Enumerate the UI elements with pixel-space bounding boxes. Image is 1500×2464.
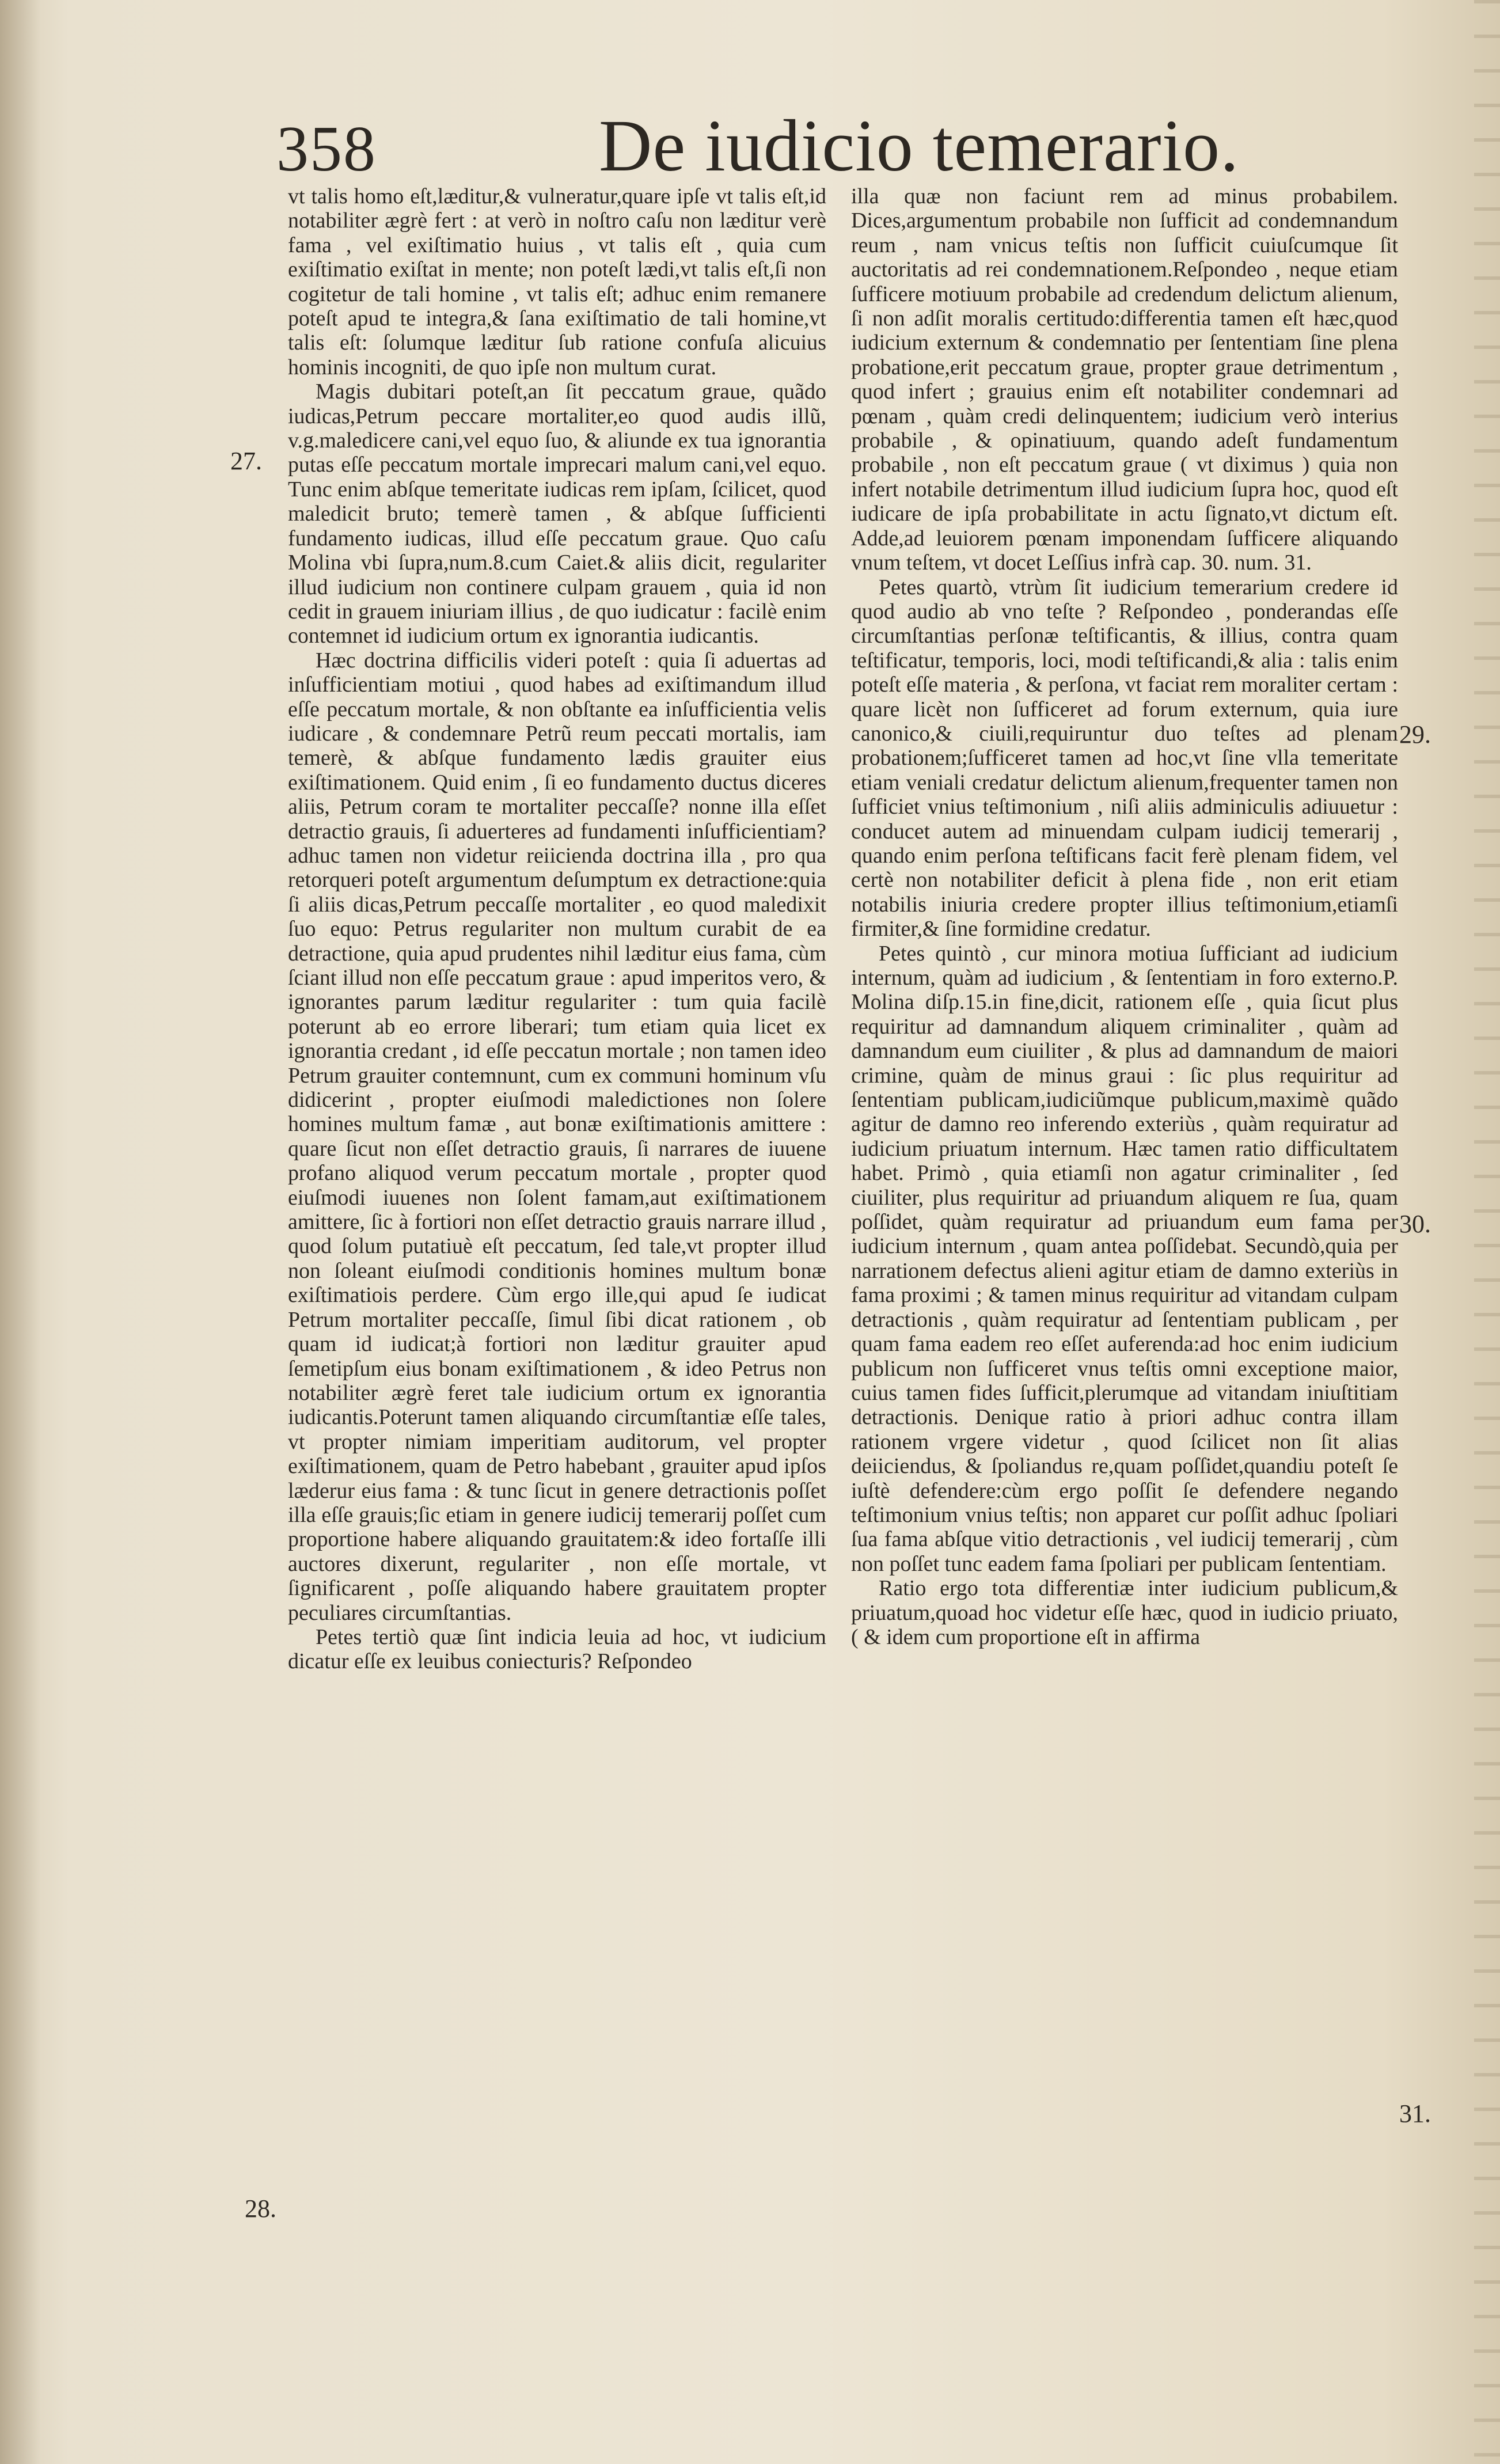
left-column — [288, 184, 826, 1674]
margin-number-28: 28. — [245, 2195, 276, 2223]
margin-number-27: 27. — [230, 447, 262, 475]
right-paragraph-1: illa quæ non faciunt rem ad minus probabilem. Dices,argumentum probabile non ſufficit ad condemnandum reum , nam vnicus teſtis non ſufficit cuiuſcumque ſit auctoritatis ad rei condemnationem.Reſpondeo , neque etiam ſufficere motiuum probabile ad credendum delictum alienum, ſi non adſit moralis certitudo:differentia tamen eſt hæc,quod iudicium externum & condemnatio per ſententiam ſine plena probatione,erit peccatum graue, propter graue detrimentum , quod infert ; grauius enim eſt notabiliter condemnari ad pœnam , quàm credi delinquentem; iudicium verò interius probabile , & opinatiuum, quando adeſt fundamentum probabile , non eſt peccatum graue ( vt diximus ) quia non infert notabile detrimentum illud iudicium ſupra hoc, quod eſt iudicare de ipſa probabilitate in actu ſignato,vt dictum eſt. Adde,ad leuiorem pœnam imponendam ſufficere aliquando vnum teſtem, vt docet Leſſius infrà cap. 30. num. 31. — [851, 184, 1398, 575]
right-paragraph-2: Petes quartò, vtrùm ſit iudicium temerarium credere id quod audio ab vno teſte ? Reſpondeo , ponderandas eſſe circumſtantias perſonæ teſtificantis, & illius, contra quam teſtificatur, temporis, loci, modi teſtificandi,& alia : talis enim poteſt eſſe materia , & perſona, vt faciat rem moraliter certam : quare licèt non ſufficeret ad forum externum, quia iure canonico,& ciuili,requiruntur duo teſtes ad plenam probationem;ſufficeret tamen ad hoc,vt ſine vlla temeritate etiam veniali credatur delictum alienum,frequenter tamen non ſufficiet vnius teſtimonium , niſi aliis adminiculis adiuuetur : conducet autem ad minuendam culpam iudicij temerarij , quando enim perſona teſtificans facit ferè plenam fidem, vel certè non notabiliter deficit à plena fide , non erit etiam notabilis iniuria credere propter illius teſtimonium,etiamſi firmiter,& ſine formidine credatur. — [851, 575, 1398, 941]
margin-number-31: 31. — [1399, 2099, 1431, 2128]
left-paragraph-3: Hæc doctrina difficilis videri poteſt : quia ſi aduertas ad inſufficientiam motiui , quod habes ad exiſtimandum illud eſſe peccatum mortale, & non obſtante ea inſufficientia velis iudicare , & condemnare Petrũ reum peccati mortalis, iam temerè, & abſque fundamento lædis grauiter eius exiſtimationem. Quid enim , ſi eo fundamento ductus diceres aliis, Petrum coram te mortaliter peccaſſe? nonne illa eſſet detractio grauis, ſi aduerteres ad fundamenti inſufficientiam? adhuc tamen non videtur reiicienda doctrina illa , pro qua retorqueri poteſt argumentum deſumptum ex detractione:quia ſi aliis dicas,Petrum peccaſſe mortaliter , eo quod maledixit ſuo equo: Petrus regulariter non multum curabit de ea detractione, quia apud prudentes nihil læditur eius fama, cùm ſciant illud non eſſe peccatum graue : apud imperitos vero, & ignorantes parum læditur regulariter : tum quia facilè poterunt ab eo errore liberari; tum etiam quia licet ex ignorantia credant , id eſſe peccatun mortale ; non tamen ideo Petrum grauiter contemnunt, cum ex communi hominum vſu didicerint , propter eiuſmodi maledictiones non ſolere homines multum famæ , aut bonæ exiſtimationis amittere : quare ſicut non eſſet detractio grauis, ſi narrares de iuuene profano aliquod verum peccatum mortale , propter quod eiuſmodi iuuenes non ſolent famam,aut exiſtimationem amittere, ſic à fortiori non eſſet detractio grauis narrare illud , quod ſolum putatiuè eſt peccatum, ſed tale,vt propter illud non ſoleant eiuſmodi conditionis homines multum bonæ exiſtimatiois perdere. Cùm ergo ille,qui apud ſe iudicat Petrum mortaliter peccaſſe, ſimul ſibi dicat rationem , ob quam id iudicat;à fortiori non læditur grauiter apud ſemetipſum eius bonam exiſtimationem , & ideo Petrus non notabiliter ægrè feret tale iudicium ortum ex ignorantia iudicantis.Poterunt tamen aliquando circumſtantiæ eſſe tales, vt propter nimiam imperitiam auditorum, vel propter exiſtimationem, quam de Petro habebant , grauiter apud ipſos læderur eius fama : & tunc ſicut in genere detractionis poſſet illa eſſe grauis;ſic etiam in genere iudicij temerarij poſſet cum proportione habere aliquando grauitatem:& ideo fortaſſe illi auctores dixerunt, regulariter , non eſſe mortale, vt ſignificarent , poſſe aliquando habere grauitatem propter peculiares circumſtantias. — [288, 648, 826, 1625]
left-paragraph-4: Petes tertiò quæ ſint indicia leuia ad hoc, vt iudicium dicatur eſſe ex leuibus coniecturis? Reſpondeo — [288, 1624, 826, 1674]
left-paragraph-2: Magis dubitari poteſt,an ſit peccatum graue, quãdo iudicas,Petrum peccare mortaliter,eo quod audis illũ, v.g.maledicere cani,vel equo ſuo, & aliunde ex tua ignorantia putas eſſe peccatum mortale imprecari malum cani,vel equo. Tunc enim abſque temeritate iudicas rem ipſam, ſcilicet, quod maledicit bruto; temerè tamen , & abſque ſufficienti fundamento iudicas, illud eſſe peccatum graue. Quo caſu Molina vbi ſupra,num.8.cum Caiet.& aliis dicit, regulariter illud iudicium non continere culpam grauem , quia id non cedit in grauem iniuriam illius , de quo iudicatur : facilè enim contemnet id iudicium ortum ex ignorantia iudicantis. — [288, 379, 826, 648]
page-number: 358 — [276, 113, 377, 185]
margin-number-30: 30. — [1399, 1210, 1431, 1238]
right-paragraph-3: Petes quintò , cur minora motiua ſufficiant ad iudicium internum, quàm ad iudicium , & ſententiam in foro externo.P. Molina diſp.15.in fine,dicit, rationem eſſe , quia ſicut plus requiritur ad damnandum aliquem criminaliter , quàm ad damnandum eum ciuiliter , & plus ad damnandum de maiori crimine, quàm de minus graui : ſic plus requiritur ad ſententiam publicam,iudiciũmque publicum,maximè quãdo agitur de damno reo inferendo exteriùs , quàm requiratur ad iudicium priuatum internum. Hæc tamen ratio difficultatem habet. Primò , quia etiamſi non agatur criminaliter , ſed ciuiliter, plus requiritur ad priuandum aliquem re ſua, quam poſſidet, quàm requiratur ad priuandum eum fama per iudicium internum , quam antea poſſidebat. Secundò,quia per narrationem defectus alieni agitur etiam de damno exteriùs in fama proximi ; & tamen minus requiritur ad vitandam culpam detractionis , quàm requiratur ad ſententiam publicam , per quam fama eadem reo eſſet auferenda:ad hoc enim iudicium publicum non ſufficeret vnus teſtis omni exceptione maior, cuius tamen fides ſufficit,plerumque ad vitandam iniuſtitiam detractionis. Denique ratio à priori adhuc contra illam rationem vrgere videtur , quod ſcilicet non ſit alias deiiciendus, & ſpoliandus re,quam poſſidet,quandiu poteſt ſe iuſtè defendere:cùm ergo poſſit ſe defendere negando teſtimonium vnius teſtis; non apparet cur poſſit adhuc ſpoliari ſua fama abſque vitio detractionis , vel iudicij temerarij , cùm non poſſet tunc eadem fama ſpoliari per publicam ſententiam. — [851, 941, 1398, 1576]
margin-number-29: 29. — [1399, 720, 1431, 749]
right-column — [851, 184, 1398, 1649]
running-title: De iudicio temerario. — [599, 105, 1240, 187]
right-paragraph-4: Ratio ergo tota differentiæ inter iudicium publicum,& priuatum,quoad hoc videtur eſſe hæc, quod in iudicio priuato, ( & idem cum proportione eſt in affirma — [851, 1576, 1398, 1649]
page-edge — [1474, 0, 1500, 2464]
gutter-shadow — [0, 0, 40, 2464]
left-paragraph-1: vt talis homo eſt,læditur,& vulneratur,quare ipſe vt talis eſt,id notabiliter ægrè fert : at verò in noſtro caſu non læditur verè fama , vel exiſtimatio huius , vt talis eſt , quia cum exiſtimatio exiſtat in mente; non poteſt lædi,vt talis eſt,ſi non cogitetur de tali homine , vt talis eſt; adhuc enim remanere poteſt apud te integra,& ſana exiſtimatio de tali homine,vt talis eſt: ſolumque læditur ſub ratione confuſa alicuius hominis incogniti, de quo ipſe non multum curat. — [288, 184, 826, 379]
